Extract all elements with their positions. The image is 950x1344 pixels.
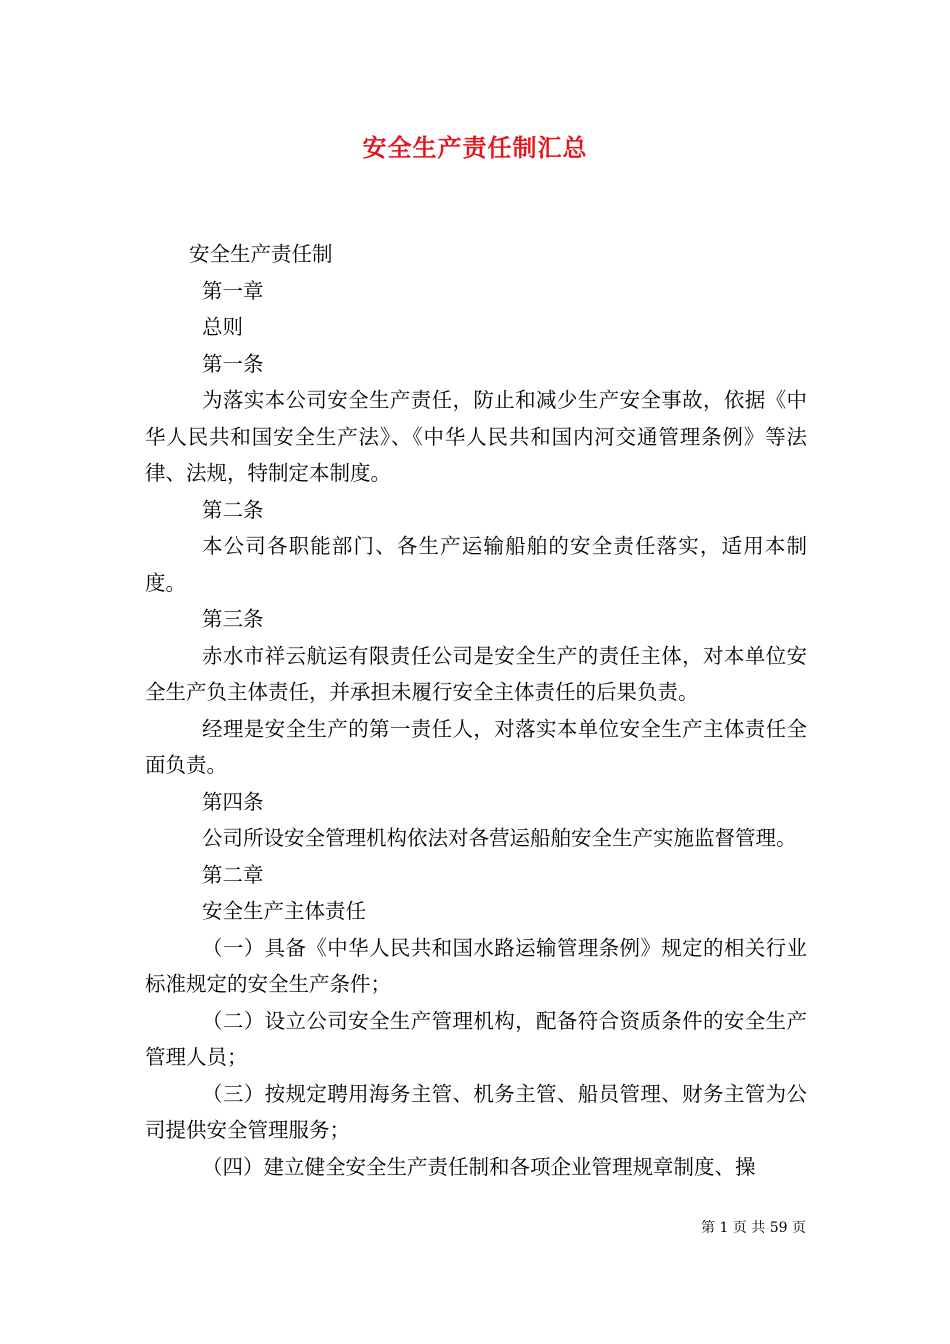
paragraph-article-3-text-2: 经理是安全生产的第一责任人，对落实本单位安全生产主体责任全面负责。	[145, 716, 807, 777]
paragraph-article-1-text: 为落实本公司安全生产责任，防止和减少生产安全事故，依据《中华人民共和国安全生产法》、《中华人民共和国内河交通管理条例》等法律、法规，特制定本制度。	[145, 388, 807, 485]
paragraph-article-4-text: 公司所设安全管理机构依法对各营运船舶安全生产实施监督管理。	[202, 826, 797, 850]
paragraph-article-2: 第二条	[202, 497, 264, 522]
paragraph-general-provisions: 总则	[202, 315, 243, 339]
paragraph-article-2-text: 本公司各职能部门、各生产运输船舶的安全责任落实，适用本制度。	[145, 534, 807, 595]
paragraph-item-3: （三）按规定聘用海务主管、机务主管、船员管理、财务主管为公司提供安全管理服务；	[145, 1081, 807, 1142]
paragraph-item-4: （四）建立健全安全生产责任制和各项企业管理规章制度、操	[202, 1154, 756, 1179]
document-title: 安全生产责任制汇总	[362, 133, 588, 162]
paragraph-article-4: 第四条	[202, 789, 264, 814]
paragraph-chapter-2-title: 安全生产主体责任	[202, 899, 366, 923]
paragraph-chapter-2: 第二章	[202, 862, 264, 887]
page-number: 第 1 页 共 59 页	[701, 1220, 806, 1236]
paragraph-item-2: （二）设立公司安全生产管理机构，配备符合资质条件的安全生产管理人员；	[145, 1008, 807, 1069]
paragraph-doc-heading: 安全生产责任制	[189, 242, 333, 266]
paragraph-article-3: 第三条	[202, 607, 264, 631]
paragraph-item-1: （一）具备《中华人民共和国水路运输管理条例》规定的相关行业标准规定的安全生产条件；	[145, 935, 807, 996]
paragraph-article-1: 第一条	[202, 351, 264, 376]
document-body	[145, 236, 807, 1185]
paragraph-chapter-1: 第一章	[202, 278, 264, 303]
paragraph-article-3-text: 赤水市祥云航运有限责任公司是安全生产的责任主体，对本单位安全生产负主体责任，并承担未履行安全主体责任的后果负责。	[145, 643, 807, 704]
